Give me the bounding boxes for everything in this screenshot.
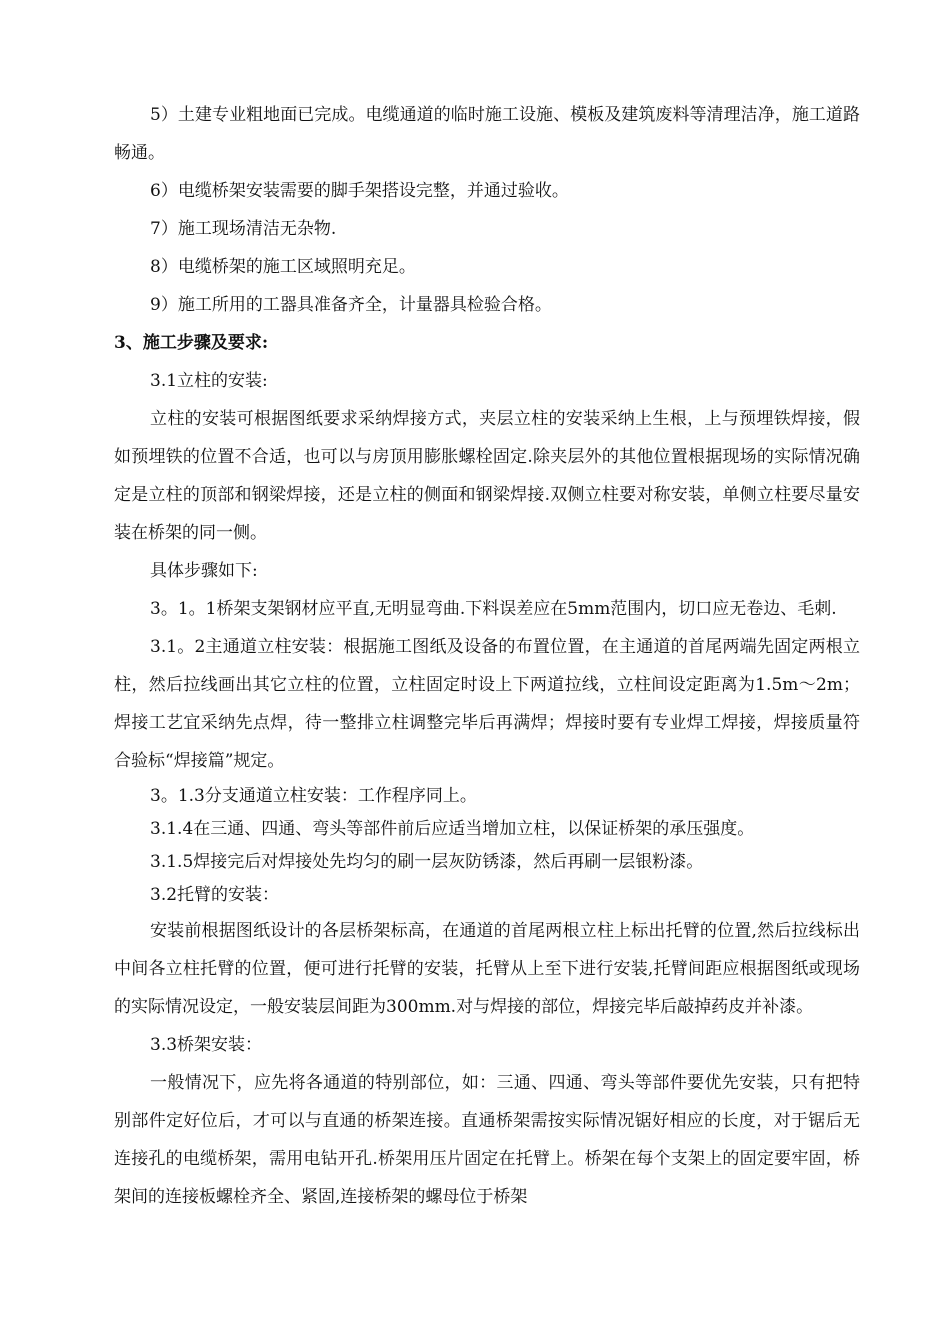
subsection-heading-3-2: 3.2托臂的安装： [150, 885, 280, 905]
paragraph-column-install: 立柱的安装可根据图纸要求采纳焊接方式，夹层立柱的安装采纳上生根，上与预埋铁焊接，假如预埋铁的位置不合适，也可以与房顶用膨胀螺栓固定.除夹层外的其他位置根据现场的实际情况确定是立柱的顶部和钢梁焊接，还是立柱的侧面和钢梁焊接.双侧立柱要对称安装，单侧立柱要尽量安装在桥架的同一侧。 [114, 409, 860, 543]
section-heading-3: 3、施工步骤及要求: [114, 333, 269, 353]
paragraph-step-3-1-1: 3。1。1桥架支架钢材应平直,无明显弯曲.下料误差应在5mm范围内，切口应无卷边、毛刺. [150, 599, 837, 619]
paragraph-item-8: 8）电缆桥架的施工区域照明充足。 [150, 257, 416, 277]
paragraph-steps-intro: 具体步骤如下: [150, 561, 258, 581]
subsection-heading-3-1: 3.1立柱的安装: [150, 371, 268, 391]
paragraph-step-3-1-5: 3.1.5焊接完后对焊接处先均匀的刷一层灰防锈漆，然后再刷一层银粉漆。 [150, 852, 704, 872]
paragraph-tray-install: 一般情况下，应先将各通道的特别部位，如：三通、四通、弯头等部件要优先安装，只有把特别部件定好位后，才可以与直通的桥架连接。直通桥架需按实际情况锯好相应的长度，对于锯后无连接孔的电缆桥架，需用电钻开孔.桥架用压片固定在托臂上。桥架在每个支架上的固定要牢固，桥架间的连接板螺栓齐全、紧固,连接桥架的螺母位于桥架 [114, 1073, 860, 1207]
paragraph-item-9: 9）施工所用的工器具准备齐全，计量器具检验合格。 [150, 295, 552, 315]
paragraph-step-3-1-4: 3.1.4在三通、四通、弯头等部件前后应适当增加立柱，以保证桥架的承压强度。 [150, 819, 755, 839]
paragraph-item-5: 5）土建专业粗地面已完成。电缆通道的临时施工设施、模板及建筑废料等清理洁净，施工道路畅通。 [114, 105, 860, 163]
paragraph-item-6: 6）电缆桥架安装需要的脚手架搭设完整，并通过验收。 [150, 181, 569, 201]
paragraph-bracket-install: 安装前根据图纸设计的各层桥架标高，在通道的首尾两根立柱上标出托臂的位置,然后拉线标出中间各立柱托臂的位置，便可进行托臂的安装，托臂从上至下进行安装,托臂间距应根据图纸或现场的实际情况设定，一般安装层间距为300mm.对与焊接的部位，焊接完毕后敲掉药皮并补漆。 [114, 921, 860, 1017]
paragraph-item-7: 7）施工现场清洁无杂物. [150, 219, 337, 239]
subsection-heading-3-3: 3.3桥架安装： [150, 1035, 263, 1055]
paragraph-step-3-1-2: 3.1。2主通道立柱安装：根据施工图纸及设备的布置位置，在主通道的首尾两端先固定两根立柱，然后拉线画出其它立柱的位置，立柱固定时设上下两道拉线，立柱间设定距离为1.5m～2m；焊接工艺宜采纳先点焊，待一整排立柱调整完毕后再满焊；焊接时要有专业焊工焊接，焊接质量符合验标“焊接篇”规定。 [114, 637, 860, 771]
paragraph-step-3-1-3: 3。1.3分支通道立柱安装：工作程序同上。 [150, 786, 477, 806]
document-body [114, 96, 860, 1216]
